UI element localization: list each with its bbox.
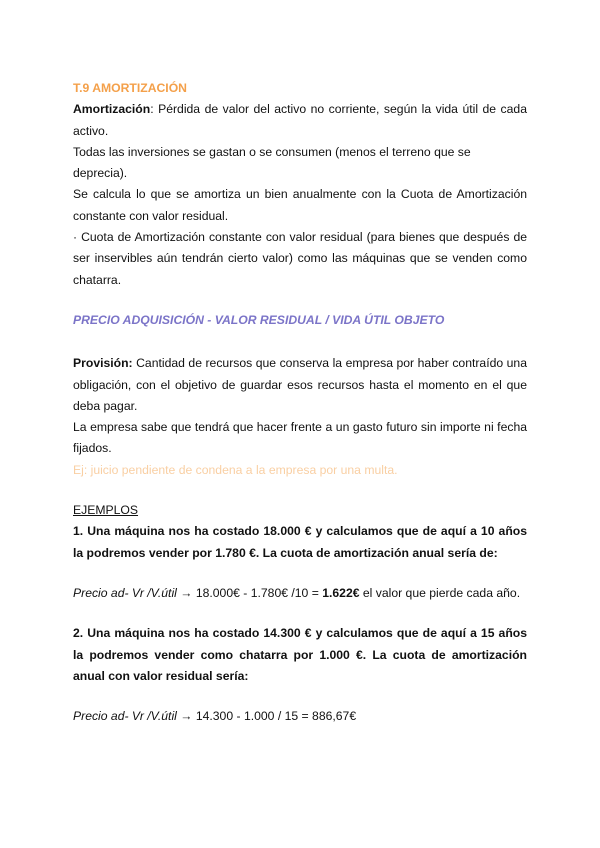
example-2-solution [73, 706, 527, 727]
definition-text: : Pérdida de valor del activo no corriente, según la vida útil de cada activo. [73, 102, 527, 138]
example-1-question [73, 521, 527, 564]
paragraph-cuota: · Cuota de Amortización constante con valor residual (para bienes que después de ser inservibles aún tendrán cierto valor) como las máquinas que se venden como chatarra. [73, 230, 527, 287]
paragraph-calculo: Se calcula lo que se amortiza un bien anualmente con la Cuota de Amortización constante con valor residual. [73, 187, 527, 223]
spacer [73, 331, 527, 353]
example-2-calc: → 14.300 - 1.000 / 15 = 886,67€ [176, 709, 357, 724]
example-1-calc: → 18.000€ - 1.780€ /10 = [176, 585, 323, 600]
definition-provision [73, 353, 527, 417]
paragraph-provision-detail: La empresa sabe que tendrá que hacer frente a un gasto futuro sin importe ni fecha fijados. [73, 420, 527, 456]
definition-amortizacion [73, 99, 527, 142]
example-2-question [73, 623, 527, 687]
example-1-question-text: 1. Una máquina nos ha costado 18.000 € y calculamos que de aquí a 10 años la podremos vender por 1.780 €. La cuota de amortización anual sería de: [73, 524, 527, 560]
example-2-formula-label: Precio ad- Vr /V.útil [73, 709, 177, 724]
provision-text: Cantidad de recursos que conserva la empresa por haber contraído una obligación, con el objetivo de guardar esos recursos hasta el momento en el que deba pagar. [73, 356, 527, 413]
example-1-tail: el valor que pierde cada año. [359, 585, 521, 600]
example-1-solution [73, 583, 527, 604]
formula-heading: PRECIO ADQUISICIÓN - VALOR RESIDUAL / VIDA ÚTIL OBJETO [73, 312, 445, 327]
paragraph-inversiones: Todas las inversiones se gastan o se consumen (menos el terreno que se deprecia). [73, 144, 471, 181]
example-2-question-text: 2. Una máquina nos ha costado 14.300 € y calculamos que de aquí a 15 años la podremos vender como chatarra por 1.000 €. La cuota de amortización anual con valor residual sería: [73, 626, 527, 683]
definition-term: Amortización [73, 102, 151, 117]
examples-heading: EJEMPLOS [73, 503, 139, 518]
provision-example-note: Ej: juicio pendiente de condena a la empresa por una multa. [73, 462, 398, 477]
document-page [73, 78, 527, 727]
section-title: T.9 AMORTIZACIÓN [73, 81, 187, 95]
example-1-formula-label: Precio ad- Vr /V.útil [73, 585, 177, 600]
provision-term: Provisión: [73, 356, 133, 371]
example-1-result: 1.622€ [322, 585, 360, 600]
